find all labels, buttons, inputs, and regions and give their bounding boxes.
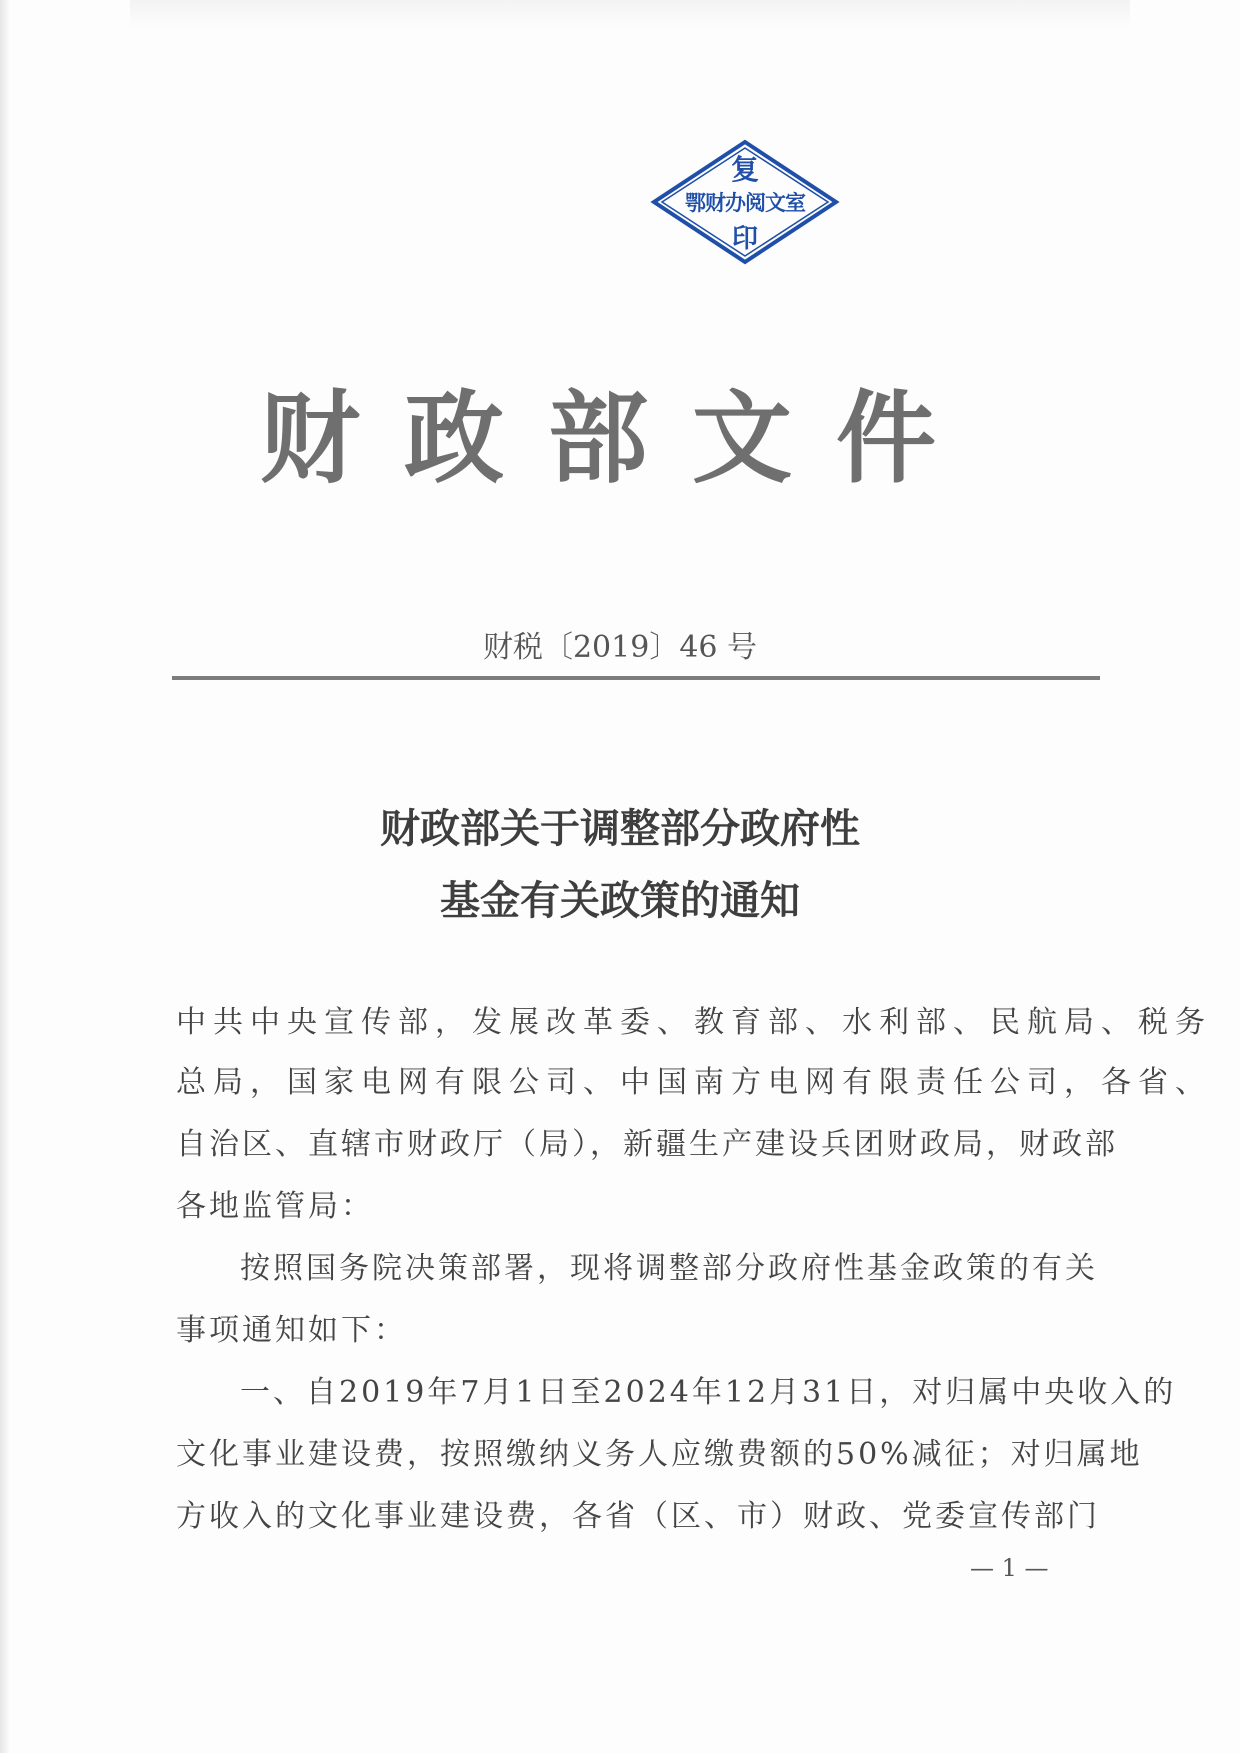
document-number: 财税〔2019〕46 号 xyxy=(482,630,758,665)
reading-room-stamp xyxy=(650,138,840,266)
body-line: 方收入的文化事业建设费，各省（区、市）财政、党委宣传部门 xyxy=(176,1499,1100,1534)
stamp-top-text: 复 xyxy=(730,153,759,186)
body-line: 事项通知如下： xyxy=(176,1313,407,1348)
scan-top-smudge xyxy=(130,0,1130,28)
body-line: 自治区、直辖市财政厅（局），新疆生产建设兵团财政局，财政部 xyxy=(176,1127,1118,1162)
body-line: 各地监管局： xyxy=(176,1189,374,1224)
page-number: — 1 — xyxy=(970,1554,1049,1582)
stamp-middle-text: 鄂财办阅文室 xyxy=(685,191,805,215)
body-line: 总局，国家电网有限公司、中国南方电网有限责任公司，各省、 xyxy=(176,1065,1212,1100)
scan-edge-shadow xyxy=(0,0,10,1753)
notice-title-line-1: 财政部关于调整部分政府性 xyxy=(380,806,860,852)
stamp-bottom-text: 印 xyxy=(731,224,758,254)
notice-title-line-2: 基金有关政策的通知 xyxy=(440,878,800,924)
body-line: 一、自2019年7月1日至2024年12月31日，对归属中央收入的 xyxy=(240,1375,1177,1410)
body-line: 文化事业建设费，按照缴纳义务人应缴费额的50%减征；对归属地 xyxy=(176,1437,1143,1472)
body-line: 中共中央宣传部，发展改革委、教育部、水利部、民航局、税务 xyxy=(176,1005,1212,1040)
header-divider xyxy=(172,676,1100,680)
body-line: 按照国务院决策部署，现将调整部分政府性基金政策的有关 xyxy=(240,1251,1098,1286)
document-header-title: 财政部文件 xyxy=(260,379,980,497)
